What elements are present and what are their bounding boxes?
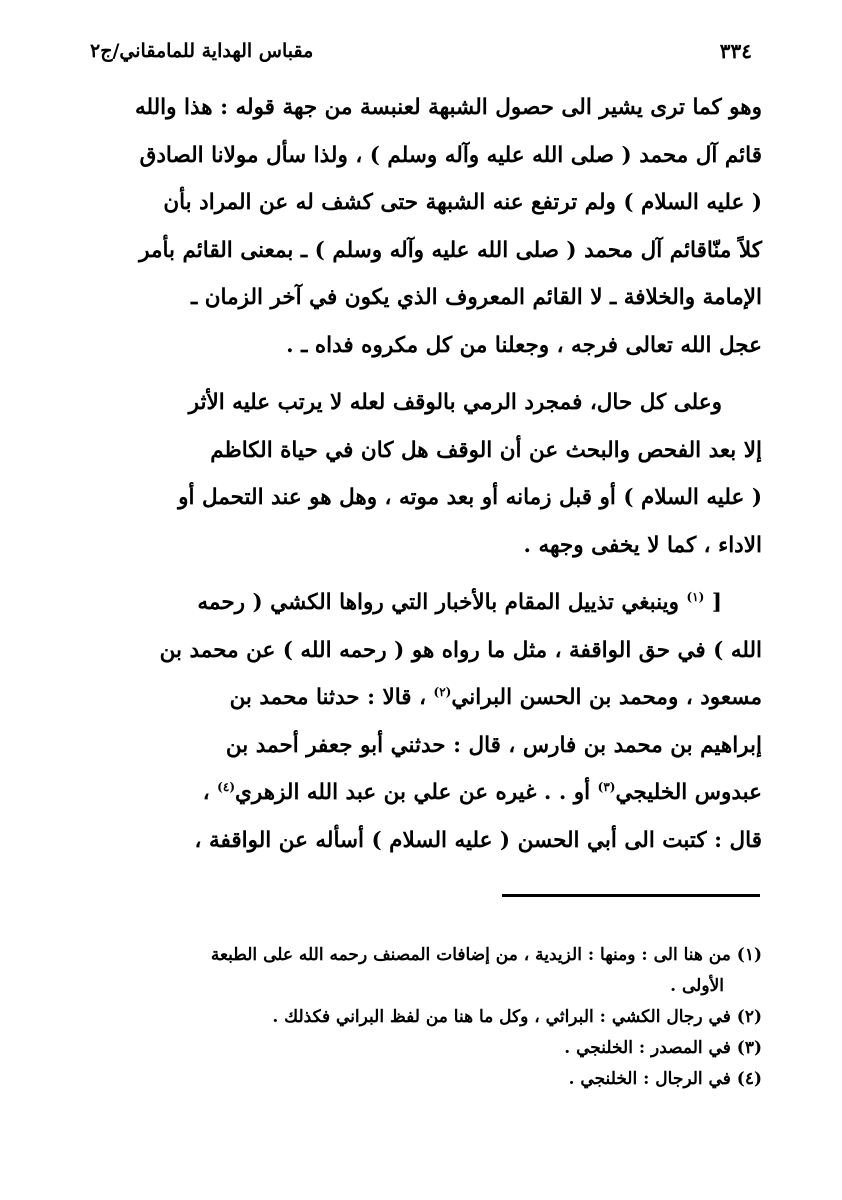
footnote-separator bbox=[502, 894, 760, 897]
text-segment: عبدوس الخليجي bbox=[615, 780, 762, 805]
footnote-number: (٤) bbox=[736, 1069, 762, 1089]
text-line: الإمامة والخلافة ـ لا القائم المعروف الذي يكون في آخر الزمان ـ bbox=[190, 285, 762, 310]
paragraph-3 bbox=[78, 579, 762, 864]
footnote-number: (٣) bbox=[736, 1038, 762, 1058]
text-line bbox=[78, 579, 762, 627]
text-segment: أو . . غيره عن علي بن عبد الله الزهري bbox=[235, 780, 598, 805]
footnotes bbox=[78, 940, 762, 1095]
page-header bbox=[90, 34, 752, 68]
text-line: قائم آل محمد ( صلى الله عليه وآله وسلم ) ، ولذا سأل مولانا الصادق bbox=[139, 142, 762, 168]
paragraph-2 bbox=[78, 379, 762, 569]
running-title: مقباس الهداية للمامقاني/ج٢ bbox=[90, 40, 314, 62]
text-line: قال : كتبت الى أبي الحسن ( عليه السلام ) أسأله عن الواقفة ، bbox=[194, 827, 762, 853]
text-line bbox=[78, 769, 762, 817]
text-segment: ، bbox=[202, 780, 218, 805]
footnote-4 bbox=[78, 1064, 762, 1095]
footnote-ref-4: (٤) bbox=[217, 779, 235, 794]
text-segment: مسعود ، ومحمد بن الحسن البراني bbox=[451, 685, 762, 710]
footnote-number: (٢) bbox=[736, 1007, 762, 1027]
footnote-text: في المصدر : الخلنجي . bbox=[564, 1038, 731, 1058]
text-line: إلا بعد الفحص والبحث عن أن الوقف هل كان في حياة الكاظم bbox=[210, 437, 762, 463]
footnote-number: (١) bbox=[736, 945, 762, 965]
footnote-ref-2: (٢) bbox=[433, 684, 452, 699]
footnote-1 bbox=[78, 940, 762, 1002]
footnote-2 bbox=[78, 1002, 762, 1033]
footnote-text: في رجال الكشي : البراثي ، وكل ما هنا من لفظ البراني فكذلك . bbox=[272, 1007, 731, 1027]
text-line: وهو كما ترى يشير الى حصول الشبهة لعنبسة من جهة قوله : هذا والله bbox=[134, 95, 762, 120]
text-line: الله ) في حق الواقفة ، مثل ما رواه هو ( رحمه الله ) عن محمد بن bbox=[159, 637, 762, 663]
text-segment: ، قالا : حدثنا محمد بن bbox=[229, 685, 434, 710]
text-line: الاداء ، كما لا يخفى وجهه . bbox=[523, 532, 762, 558]
footnote-3 bbox=[78, 1033, 762, 1064]
open-bracket: [ bbox=[711, 590, 722, 615]
text-line: ( عليه السلام ) أو قبل زمانه أو بعد موته ، وهل هو عند التحمل أو bbox=[178, 485, 762, 510]
page-number: ٣٣٤ bbox=[719, 39, 752, 63]
footnote-text: في الرجال : الخلنجي . bbox=[568, 1069, 731, 1089]
footnote-ref-3: (٣) bbox=[597, 779, 616, 794]
text-line: ( عليه السلام ) ولم ترتفع عنه الشبهة حتى كشف له عن المراد بأن bbox=[163, 190, 762, 215]
text-segment: وينبغي تذييل المقام بالأخبار التي رواها الكشي ( رحمه bbox=[197, 590, 687, 615]
footnote-ref-1: (١) bbox=[686, 589, 705, 604]
paragraph-1 bbox=[78, 84, 762, 369]
footnote-continuation: الأولى . bbox=[670, 976, 724, 996]
body-text bbox=[78, 84, 762, 864]
text-line: إبراهيم بن محمد بن فارس ، قال : حدثني أبو جعفر أحمد بن bbox=[225, 732, 762, 758]
text-line: عجل الله تعالى فرجه ، وجعلنا من كل مكروه فداه ـ . bbox=[286, 332, 762, 358]
text-line: كلاً منّاقائم آل محمد ( صلى الله عليه وآله وسلم ) ـ بمعنى القائم بأمر bbox=[139, 237, 762, 263]
footnote-text: من هنا الى : ومنها : الزيدية ، من إضافات المصنف رحمه الله على الطبعة bbox=[210, 945, 731, 965]
text-line bbox=[78, 674, 762, 722]
text-line: وعلى كل حال، فمجرد الرمي بالوقف لعله لا يرتب عليه الأثر bbox=[188, 390, 722, 415]
